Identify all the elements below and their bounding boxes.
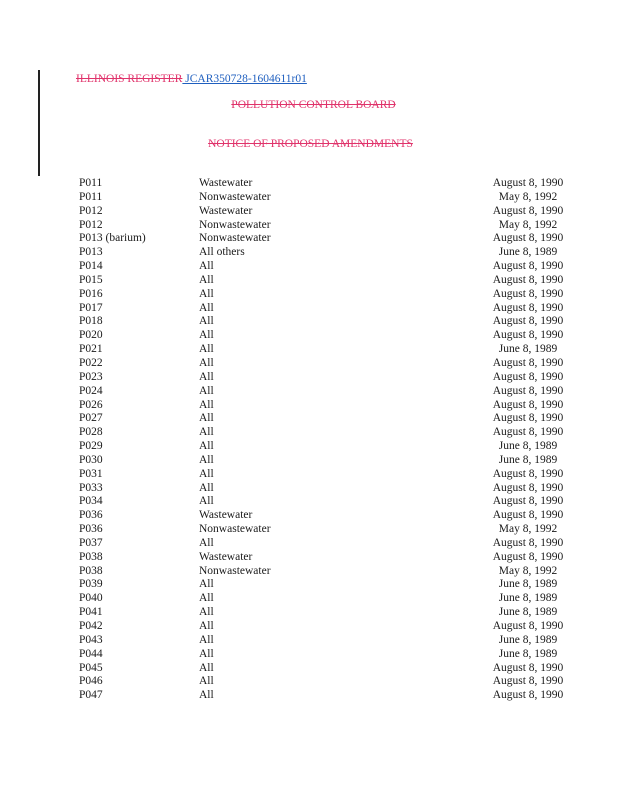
effective-date-cell: June 8, 1989 — [498, 343, 558, 356]
table-row — [0, 606, 621, 620]
waste-code-cell: P033 — [79, 481, 103, 494]
waste-code-cell: P029 — [79, 440, 103, 453]
effective-date-cell: August 8, 1990 — [492, 287, 564, 300]
effective-date-cell: May 8, 1992 — [498, 190, 558, 203]
waste-type-cell: All — [199, 301, 214, 314]
jcar-reference-link[interactable]: JCAR350728-1604611r01 — [182, 73, 307, 85]
waste-type-cell: All — [199, 620, 214, 632]
effective-date-cell: June 8, 1989 — [498, 633, 558, 646]
waste-code-cell: P014 — [79, 260, 103, 273]
waste-code-cell: P012 — [79, 218, 103, 231]
table-row — [0, 634, 621, 648]
waste-type-cell: Wastewater — [199, 177, 253, 189]
table-row — [0, 648, 621, 662]
waste-code-cell: P018 — [79, 315, 103, 328]
effective-date-cell: August 8, 1990 — [492, 356, 564, 369]
table-row — [0, 565, 621, 579]
effective-date-cell: August 8, 1990 — [492, 329, 564, 342]
waste-code-cell: P040 — [79, 592, 103, 605]
waste-type-cell: All — [199, 647, 214, 660]
table-row — [0, 578, 621, 592]
table-row — [0, 454, 621, 468]
waste-code-cell: P039 — [79, 578, 103, 591]
waste-code-cell: P037 — [79, 536, 103, 549]
effective-date-cell: June 8, 1989 — [498, 592, 558, 605]
effective-date-cell: June 8, 1989 — [498, 440, 558, 453]
effective-date-cell: August 8, 1990 — [492, 426, 564, 439]
waste-type-cell: All — [199, 495, 214, 508]
effective-date-cell: May 8, 1992 — [498, 564, 558, 577]
table-row — [0, 385, 621, 399]
effective-date-cell: June 8, 1989 — [498, 647, 558, 660]
waste-type-cell: All — [199, 260, 214, 273]
effective-date-cell: June 8, 1989 — [498, 453, 558, 466]
effective-date-cell: August 8, 1990 — [492, 177, 564, 189]
effective-date-cell: August 8, 1990 — [492, 301, 564, 314]
waste-type-cell: Nonwastewater — [199, 190, 271, 203]
register-header — [76, 72, 307, 86]
table-row — [0, 537, 621, 551]
waste-code-cell: P022 — [79, 356, 103, 369]
waste-type-cell: All — [199, 578, 214, 591]
table-row — [0, 509, 621, 523]
waste-type-cell: Nonwastewater — [199, 218, 271, 231]
waste-type-cell: All — [199, 536, 214, 549]
agency-title: POLLUTION CONTROL BOARD — [231, 99, 396, 111]
waste-code-cell: P013 — [79, 246, 103, 259]
waste-type-cell: Wastewater — [199, 550, 253, 563]
waste-type-cell: All — [199, 343, 214, 356]
table-row — [0, 399, 621, 413]
waste-type-cell: All — [199, 689, 214, 702]
waste-code-cell: P011 — [79, 177, 103, 189]
waste-code-cell: P038 — [79, 550, 103, 563]
waste-type-cell: All — [199, 481, 214, 494]
waste-code-cell: P017 — [79, 301, 103, 314]
effective-date-cell: June 8, 1989 — [498, 606, 558, 619]
table-row — [0, 620, 621, 634]
table-row — [0, 662, 621, 676]
table-row — [0, 675, 621, 689]
effective-date-cell: May 8, 1992 — [498, 218, 558, 231]
table-row — [0, 551, 621, 565]
waste-type-cell: All — [199, 398, 214, 411]
effective-date-cell: August 8, 1990 — [492, 315, 564, 328]
table-row — [0, 246, 621, 260]
waste-type-cell: All — [199, 592, 214, 605]
table-row — [0, 592, 621, 606]
effective-date-cell: August 8, 1990 — [492, 509, 564, 522]
waste-type-cell: Wastewater — [199, 509, 253, 522]
table-row — [0, 357, 621, 371]
waste-type-cell: All — [199, 412, 214, 425]
effective-date-cell: August 8, 1990 — [492, 620, 564, 632]
effective-date-cell: August 8, 1990 — [492, 689, 564, 702]
waste-code-cell: P041 — [79, 606, 103, 619]
effective-date-cell: August 8, 1990 — [492, 260, 564, 273]
waste-code-cell: P021 — [79, 343, 103, 356]
table-row — [0, 288, 621, 302]
table-row — [0, 440, 621, 454]
waste-type-cell: All — [199, 426, 214, 439]
register-title-struck: ILLINOIS REGISTER — [76, 73, 183, 85]
waste-code-cell: P030 — [79, 453, 103, 466]
effective-date-cell: August 8, 1990 — [492, 675, 564, 688]
waste-type-cell: All — [199, 675, 214, 688]
waste-code-cell: P028 — [79, 426, 103, 439]
waste-type-cell: Nonwastewater — [199, 564, 271, 577]
waste-type-cell: All — [199, 633, 214, 646]
effective-date-cell: August 8, 1990 — [492, 536, 564, 549]
waste-code-cell: P046 — [79, 675, 103, 688]
waste-code-cell: P015 — [79, 273, 103, 286]
waste-code-cell: P047 — [79, 689, 103, 702]
effective-date-cell: August 8, 1990 — [492, 661, 564, 674]
effective-date-cell: August 8, 1990 — [492, 481, 564, 494]
waste-code-cell: P036 — [79, 523, 103, 536]
table-row — [0, 302, 621, 316]
table-row — [0, 177, 621, 191]
table-row — [0, 191, 621, 205]
table-row — [0, 412, 621, 426]
waste-type-cell: All — [199, 287, 214, 300]
waste-code-cell: P016 — [79, 287, 103, 300]
effective-date-cell: August 8, 1990 — [492, 370, 564, 383]
waste-code-cell: P038 — [79, 564, 103, 577]
waste-code-cell: P026 — [79, 398, 103, 411]
waste-code-cell: P031 — [79, 467, 103, 480]
waste-type-cell: Wastewater — [199, 204, 253, 217]
waste-type-cell: All — [199, 273, 214, 286]
waste-code-cell: P023 — [79, 370, 103, 383]
table-row — [0, 426, 621, 440]
waste-code-cell: P024 — [79, 384, 103, 397]
waste-type-cell: All — [199, 329, 214, 342]
waste-code-cell: P043 — [79, 633, 103, 646]
waste-code-table — [0, 177, 621, 703]
waste-code-cell: P020 — [79, 329, 103, 342]
waste-code-cell: P027 — [79, 412, 103, 425]
waste-type-cell: All — [199, 467, 214, 480]
waste-type-cell: Nonwastewater — [199, 232, 271, 245]
revision-change-bar — [38, 70, 40, 176]
effective-date-cell: August 8, 1990 — [492, 467, 564, 480]
table-row — [0, 482, 621, 496]
table-row — [0, 495, 621, 509]
waste-code-cell: P034 — [79, 495, 103, 508]
effective-date-cell: June 8, 1989 — [498, 578, 558, 591]
table-row — [0, 343, 621, 357]
effective-date-cell: August 8, 1990 — [492, 273, 564, 286]
waste-code-cell: P042 — [79, 620, 103, 632]
table-row — [0, 689, 621, 703]
waste-code-cell: P012 — [79, 204, 103, 217]
waste-type-cell: All — [199, 356, 214, 369]
effective-date-cell: August 8, 1990 — [492, 204, 564, 217]
waste-type-cell: All — [199, 440, 214, 453]
table-row — [0, 274, 621, 288]
effective-date-cell: June 8, 1989 — [498, 246, 558, 259]
effective-date-cell: August 8, 1990 — [492, 495, 564, 508]
waste-code-cell: P044 — [79, 647, 103, 660]
waste-type-cell: All — [199, 384, 214, 397]
effective-date-cell: August 8, 1990 — [492, 412, 564, 425]
waste-code-cell: P036 — [79, 509, 103, 522]
table-row — [0, 371, 621, 385]
effective-date-cell: August 8, 1990 — [492, 550, 564, 563]
table-row — [0, 232, 621, 246]
effective-date-cell: August 8, 1990 — [492, 398, 564, 411]
waste-type-cell: All — [199, 315, 214, 328]
waste-code-cell: P011 — [79, 190, 103, 203]
table-row — [0, 219, 621, 233]
waste-code-cell: P045 — [79, 661, 103, 674]
effective-date-cell: August 8, 1990 — [492, 384, 564, 397]
waste-type-cell: All — [199, 453, 214, 466]
waste-code-cell: P013 (barium) — [79, 232, 146, 245]
table-row — [0, 205, 621, 219]
table-row — [0, 523, 621, 537]
waste-type-cell: All — [199, 370, 214, 383]
table-row — [0, 260, 621, 274]
waste-type-cell: All others — [199, 246, 245, 259]
waste-type-cell: All — [199, 661, 214, 674]
waste-type-cell: Nonwastewater — [199, 523, 271, 536]
waste-type-cell: All — [199, 606, 214, 619]
table-row — [0, 329, 621, 343]
notice-title: NOTICE OF PROPOSED AMENDMENTS — [208, 138, 413, 150]
table-row — [0, 468, 621, 482]
table-row — [0, 315, 621, 329]
effective-date-cell: August 8, 1990 — [492, 232, 564, 245]
effective-date-cell: May 8, 1992 — [498, 523, 558, 536]
